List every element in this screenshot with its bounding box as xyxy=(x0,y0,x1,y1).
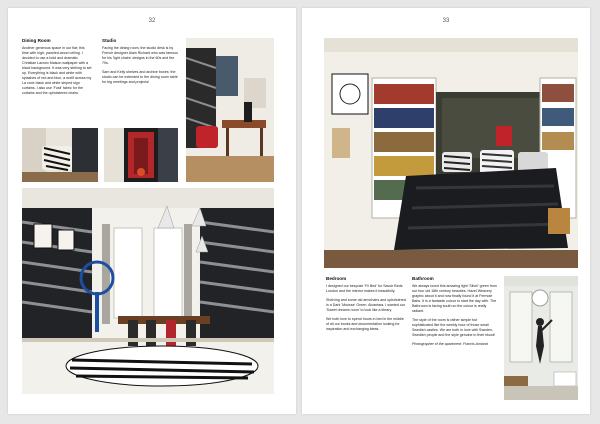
studio-text xyxy=(102,38,180,89)
studio-paragraph-2: Sam and Kelly shelves and archive boxes: the studio can be extended to the dining room table for big meetings and projects! xyxy=(102,70,178,84)
photo-credit: Photographer of the apartment: Francis Amiand xyxy=(412,342,488,346)
bathroom-paragraph-1: We always loved this amazing light 'Silvel' green from our four old 18th century beauties. Hazel Weavery graphic about it and now finally found it at Fermoie Babs. It is a fantastic colour to start the day with. The Bathroom is facing south so the colour is really radiant. xyxy=(412,284,497,313)
studio-paragraph-1: Facing the dining room, the studio desk is by French designer Alain Richard who was famous for his 'light chairs' designs in the 60s and the 70s. xyxy=(102,46,178,65)
bedroom-paragraph-1: I designed our bespoke 'Fil Bed' for Savoir Beds London and the interior makes it beautifully. xyxy=(326,284,403,293)
page-number-left: 32 xyxy=(148,18,156,24)
bedroom-heading: Bedroom xyxy=(326,276,347,281)
bathroom-paragraph-2: The style of the room is rather simple but sophisticated like the weekly hour of those small Swedish castles. We are both in love with Sweden, Swedish people and the style genuine in their blood! xyxy=(412,318,496,337)
bedroom-paragraph-3: We both love to spend hours in bed in the middle of all our books and documentation looking for inspiration and exchanging ideas. xyxy=(326,317,404,331)
bedroom-paragraph-2: Shelving and some old armchairs and upholstered in a Dark 'Mousse' Green. Alcantara. I wanted our 'Sweet dreams room' to look like a library. xyxy=(326,298,406,312)
bathroom-photo xyxy=(504,276,578,400)
dining-room-paragraph: Another generous space in our flat; this time with high, paneled-wood ceiling. I decided to use a bold and dramatic Christian Lacroix Maison wallpaper with a black background. It was very striking to set up. Everything is black and white with splashes of red and blue, a motif across my La croix black and white striped sign curtains. I also use 'Fusil' fabric for the curtains and the upholstered chairs. xyxy=(22,46,92,95)
zebra-cushion-photo xyxy=(22,128,98,182)
page-number-right: 33 xyxy=(442,18,450,24)
studio-heading: Studio xyxy=(102,38,117,43)
right-page xyxy=(302,8,590,414)
studio-red-chair-photo xyxy=(186,38,274,182)
red-hallway-photo xyxy=(104,128,178,182)
dining-room-heading: Dining Room xyxy=(22,38,51,43)
dining-room-photo xyxy=(22,188,274,394)
left-page xyxy=(8,8,296,414)
bedroom-photo xyxy=(324,38,578,268)
bathroom-heading: Bathroom xyxy=(412,276,434,281)
bedroom-text xyxy=(326,276,406,336)
bathroom-text xyxy=(412,276,498,351)
dining-room-text xyxy=(22,38,92,100)
